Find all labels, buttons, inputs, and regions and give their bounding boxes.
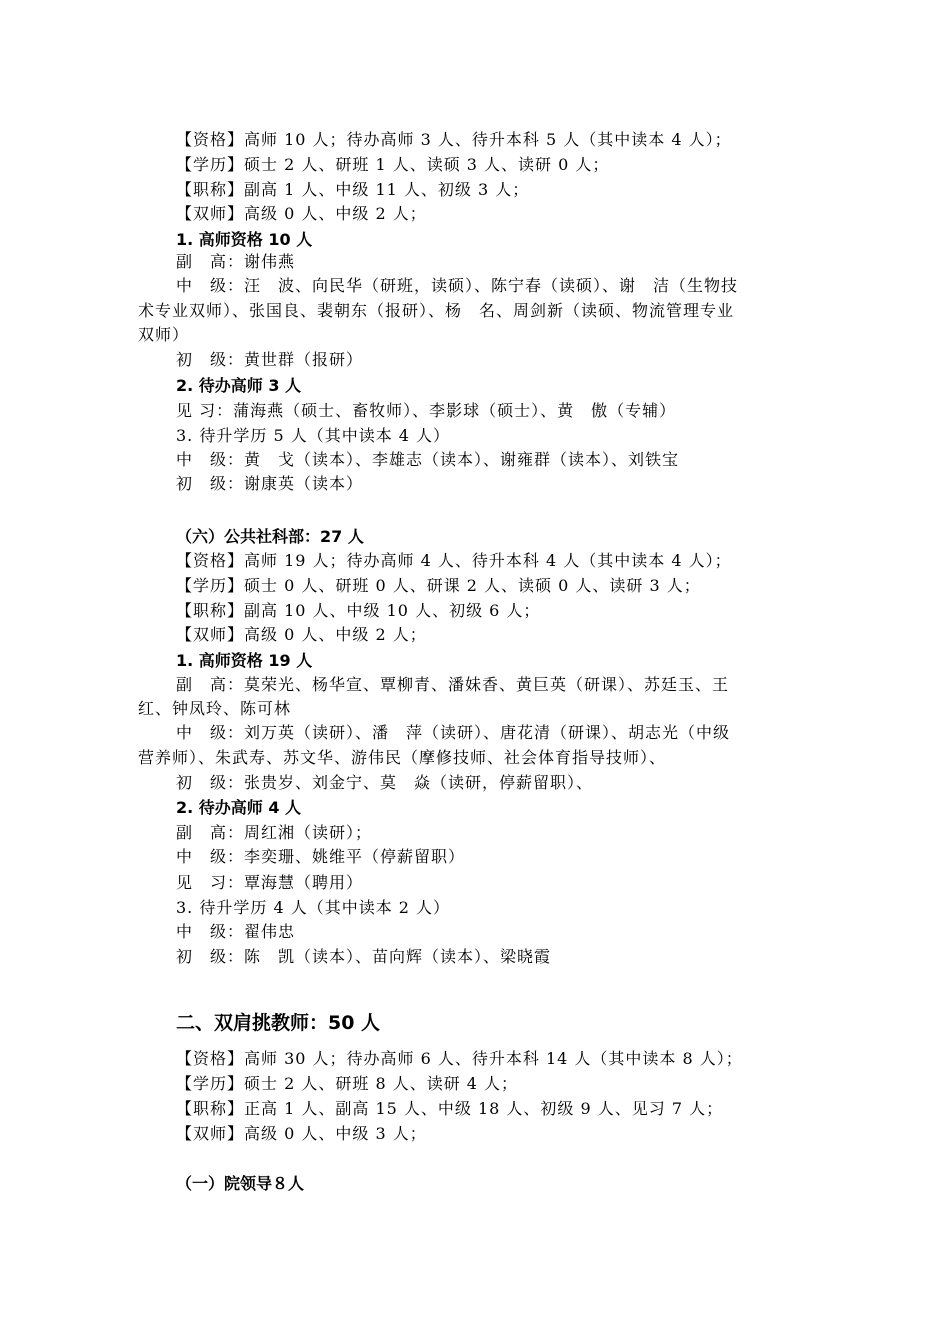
text-line: 【职称】正高 1 人、副高 15 人、中级 18 人、初级 9 人、见习 7 人； (176, 1099, 724, 1118)
section-heading: 3. 待升学历 4 人（其中读本 2 人） (176, 898, 451, 917)
text-line: 营养师）、朱武寿、苏文华、游伟民（摩修技师、社会体育指导技师）、 (138, 748, 667, 767)
text-line: 【职称】副高 10 人、中级 10 人、初级 6 人； (176, 601, 541, 620)
text-line: 副 高：莫荣光、杨华宣、覃柳青、潘妹香、黄巨英（研课）、苏廷玉、王 (176, 675, 730, 694)
text-line: 中 级：翟伟忠 (176, 922, 296, 941)
text-line: 【双师】高级 0 人、中级 3 人； (176, 1124, 427, 1143)
text-line: 【学历】硕士 2 人、研班 8 人、读研 4 人； (176, 1074, 519, 1093)
text-line: 【双师】高级 0 人、中级 2 人； (176, 204, 427, 223)
text-line: 【双师】高级 0 人、中级 2 人； (176, 625, 427, 644)
text-line: 术专业双师）、张国良、裴朝东（报研）、杨 名、周剑新（读硕、物流管理专业 (138, 301, 735, 320)
text-line: 中 级：刘万英（读研）、潘 萍（读研）、唐花清（研课）、胡志光（中级 (176, 723, 731, 742)
text-line: 中 级：黄 戈（读本）、李雄志（读本）、谢雍群（读本）、刘铁宝 (176, 450, 680, 469)
chapter-heading: 二、双肩挑教师：50 人 (176, 1012, 381, 1034)
text-line: 中 级：李奕珊、姚维平（停薪留职） (176, 847, 466, 866)
text-line: 中 级：汪 波、向民华（研班，读硕）、陈宁春（读硕）、谢 洁（生物技 (176, 276, 739, 295)
text-line: 【资格】高师 30 人；待办高师 6 人、待升本科 14 人（其中读本 8 人）； (176, 1049, 743, 1068)
section-heading: 3. 待升学历 5 人（其中读本 4 人） (176, 426, 451, 445)
text-line: 红、钟凤玲、陈可林 (138, 699, 292, 718)
section-heading: 2. 待办高师 3 人 (176, 376, 302, 395)
text-line: 初 级：黄世群（报研） (176, 350, 364, 369)
text-line: 见 习：覃海慧（聘用） (176, 873, 364, 892)
subsection-heading: （一）院领导８人 (176, 1174, 305, 1193)
text-line: 【职称】副高 1 人、中级 11 人、初级 3 人； (176, 180, 530, 199)
text-line: 初 级：张贵岁、刘金宁、莫 焱（读研，停薪留职）、 (176, 773, 594, 792)
text-line: 【学历】硕士 2 人、研班 1 人、读硕 3 人、读研 0 人； (176, 155, 610, 174)
text-line: 副 高：周红湘（读研）； (176, 823, 373, 842)
text-line: 副 高：谢伟燕 (176, 252, 296, 271)
text-line: 【学历】硕士 0 人、研班 0 人、研课 2 人、读硕 0 人、读研 3 人； (176, 576, 701, 595)
text-line: 【资格】高师 10 人；待办高师 3 人、待升本科 5 人（其中读本 4 人）； (176, 130, 732, 149)
section-heading: 1. 高师资格 10 人 (176, 230, 313, 249)
text-line: 双师） (138, 325, 190, 344)
text-line: 【资格】高师 19 人；待办高师 4 人、待升本科 4 人（其中读本 4 人）； (176, 551, 732, 570)
text-line: 初 级：陈 凯（读本）、苗向辉（读本）、梁晓霞 (176, 947, 552, 966)
text-line: 见 习：蒲海燕（硕士、畜牧师）、李影球（硕士）、黄 傲（专辅） (176, 401, 677, 420)
section-heading: 1. 高师资格 19 人 (176, 651, 313, 670)
text-line: 初 级：谢康英（读本） (176, 474, 364, 493)
section-heading: 2. 待办高师 4 人 (176, 798, 302, 817)
department-heading: （六）公共社科部：27 人 (176, 527, 364, 546)
